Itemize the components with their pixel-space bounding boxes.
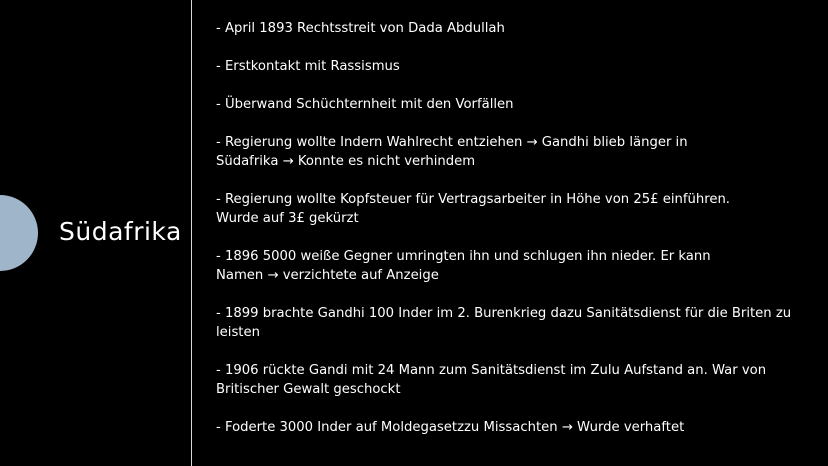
- slide-title: Südafrika: [59, 217, 182, 246]
- bullet-item: - 1906 rückte Gandi mit 24 Mann zum Sanitätsdienst im Zulu Aufstand an. War von Britischer Gewalt geschockt: [216, 363, 767, 397]
- bullet-item: - April 1893 Rechtsstreit von Dada Abdullah: [216, 21, 505, 36]
- bullet-item: - 1899 brachte Gandhi 100 Inder im 2. Burenkrieg dazu Sanitätsdienst für die Briten zu leisten: [216, 306, 792, 340]
- bullet-item: - Foderte 3000 Inder auf Moldegasetzzu Missachten → Wurde verhaftet: [216, 420, 685, 435]
- vertical-divider: [191, 0, 192, 466]
- bullet-item: - Erstkontakt mit Rassismus: [216, 59, 400, 74]
- bullet-item: - Überwand Schüchternheit mit den Vorfällen: [216, 97, 514, 112]
- bullet-list: [216, 19, 816, 456]
- bullet-item: - Regierung wollte Kopfsteuer für Vertragsarbeiter in Höhe von 25£ einführen. Wurde auf 3£ gekürzt: [216, 192, 731, 226]
- bullet-item: - 1896 5000 weiße Gegner umringten ihn und schlugen ihn nieder. Er kann Namen → verzichtete auf Anzeige: [216, 249, 711, 283]
- accent-circle: [0, 195, 38, 271]
- bullet-item: - Regierung wollte Indern Wahlrecht entziehen → Gandhi blieb länger in Südafrika → Konnte es nicht verhindem: [216, 135, 688, 169]
